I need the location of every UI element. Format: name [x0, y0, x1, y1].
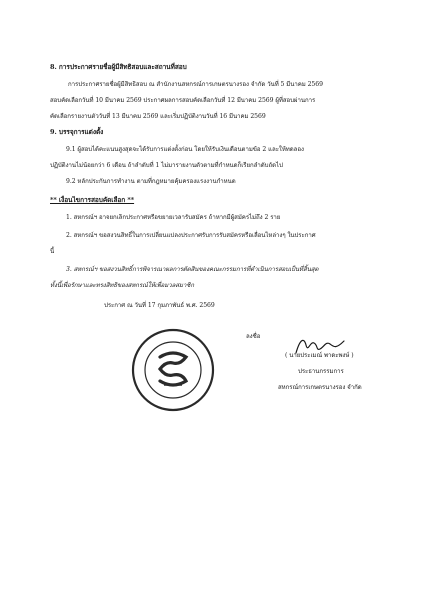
condition-item-3-line-2: ทั้งนี้เพื่อรักษาและทรงสิทธิของสหกรณ์ให้เพื่อมวลสมาชิก [50, 282, 195, 289]
signatory-organization: สหกรณ์การเกษตรนางรอง จำกัด [278, 384, 362, 391]
announcement-date: ประกาศ ณ วันที่ 17 กุมภาพันธ์ พ.ศ. 2569 [104, 302, 215, 309]
section-8-line-3: คัดเลือกรายงานตัววันที่ 13 มีนาคม 2569 และเริ่มปฏิบัติงานวันที่ 16 มีนาคม 2569 [50, 113, 266, 120]
section-9-item-2: 9.2 หลักประกันการทำงาน ตามที่กฎหมายคุ้มครองแรงงานกำหนด [66, 178, 236, 185]
section-8-line-1: การประกาศรายชื่อผู้มีสิทธิสอบ ณ สำนักงานสหกรณ์การเกษตรนางรอง จำกัด วันที่ 5 มีนาคม 2569 [68, 81, 323, 88]
conditions-heading-text: ** เงื่อนไขการสอบคัดเลือก ** [50, 196, 135, 204]
sign-label: ลงชื่อ [246, 333, 261, 340]
section-9-heading: 9. บรรจุการแต่งตั้ง [50, 128, 104, 136]
conditions-heading [50, 196, 134, 204]
condition-item-2-line-1: 2. สหกรณ์ฯ ขอสงวนสิทธิ์ในการเปลี่ยนแปลงประกาศรับการรับสมัครหรือเลื่อนไหล่างๆ ในประกาศ [66, 232, 316, 239]
section-8-line-2: สอบคัดเลือกวันที่ 10 มีนาคม 2569 ประกาศผลการสอบคัดเลือกวันที่ 12 มีนาคม 2569 ผู้ที่สอบผ่านการ [50, 97, 316, 104]
condition-item-3-line-1: 3. สหกรณ์ฯ ขอสงวนสิทธิ์การพิจารณาผลการตัดสินของคณะกรรมการที่ดำเนินการสอบเป็นที่สิ้นสุด [66, 266, 319, 273]
signatory-position: ประธานกรรมการ [298, 368, 344, 375]
section-8-heading: 8. การประกาศรายชื่อผู้มีสิทธิสอบและสถานที่สอบ [50, 63, 187, 71]
section-9-item-1-line-2: ปฏิบัติงานไม่น้อยกว่า 6 เดือน ถ้าลำดับที่ 1 ไม่มารายงานตัวตามที่กำหนดก็เรียกลำดับถัดไป [50, 162, 283, 169]
condition-item-1: 1. สหกรณ์ฯ อาจยกเลิกประกาศหรือขยายเวลารับสมัคร ถ้าหากมีผู้สมัครไม่ถึง 2 ราย [66, 214, 281, 221]
signatory-name: ( นายประเมณ์ พาดะพงษ์ ) [285, 352, 354, 359]
cooperative-seal-icon [130, 327, 216, 413]
condition-item-2-line-2: นี้ [50, 248, 55, 255]
section-9-item-1-line-1: 9.1 ผู้สอบได้คะแนนสูงสุดจะได้รับการแต่งตั้งก่อน โดยให้รับเงินเดือนตามข้อ 2 และให้ทดลอง [66, 146, 304, 153]
